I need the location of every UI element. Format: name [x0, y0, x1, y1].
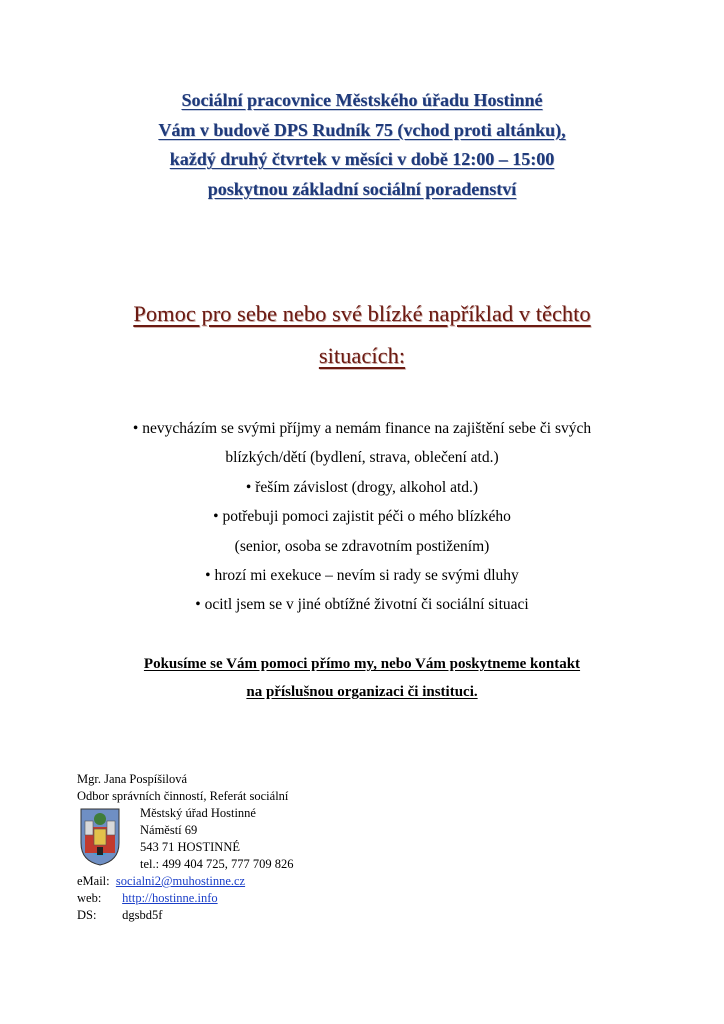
- header-line: Vám v budově DPS Rudník 75 (vchod proti altánku),: [158, 119, 566, 140]
- header-line: poskytnou základní sociální poradenství: [207, 178, 517, 199]
- header-line: Sociální pracovnice Městského úřadu Hostinné: [181, 90, 543, 110]
- email-link[interactable]: socialni2@muhostinne.cz: [115, 874, 246, 888]
- situation-line: • hrozí mi exekuce – nevím si rady se svými dluhy: [205, 567, 519, 585]
- header-line: každý druhý čtvrtek v měsíci v době 12:00 – 15:00: [169, 149, 555, 169]
- email-row: [77, 873, 497, 890]
- office-city: 543 71 HOSTINNÉ: [140, 840, 240, 854]
- web-row: [77, 890, 497, 907]
- office-name: Městský úřad Hostinné: [140, 806, 256, 820]
- ds-row: [77, 907, 497, 924]
- situation-line: • nevycházím se svými příjmy a nemám finance na zajištění sebe či svých: [132, 420, 592, 437]
- situation-line: (senior, osoba se zdravotním postižením): [234, 537, 490, 555]
- header-announcement: [0, 86, 724, 204]
- closing-line: Pokusíme se Vám pomoci přímo my, nebo Vám poskytneme kontakt: [143, 656, 581, 672]
- web-link[interactable]: http://hostinne.info: [122, 891, 218, 905]
- closing-line: na příslušnou organizaci či instituci.: [246, 684, 478, 700]
- situation-line: • řeším závislost (drogy, alkohol atd.): [245, 478, 479, 496]
- section-heading: [0, 293, 724, 377]
- heading-line: situacích:: [318, 343, 406, 368]
- ds-value: dgsbd5f: [122, 908, 163, 922]
- contact-block: [77, 771, 497, 924]
- web-label: web:: [77, 891, 102, 905]
- situation-line: • ocitl jsem se v jiné obtížné životní či sociální situaci: [195, 596, 529, 614]
- hostinne-crest-icon: [79, 807, 121, 867]
- office-phone: tel.: 499 404 725, 777 709 826: [140, 857, 294, 871]
- situation-line: • potřebuji pomoci zajistit péči o mého blízkého: [213, 508, 511, 526]
- email-label: eMail:: [77, 874, 110, 888]
- office-street: Náměstí 69: [140, 823, 198, 837]
- situation-line: blízkých/dětí (bydlení, strava, oblečení atd.): [225, 449, 499, 467]
- heading-line: Pomoc pro sebe nebo své blízké například v těchto: [133, 301, 591, 326]
- office-address: [77, 805, 497, 873]
- contact-name: Mgr. Jana Pospíšilová: [77, 772, 188, 786]
- contact-department: Odbor správních činností, Referát sociální: [77, 789, 289, 803]
- closing-statement: [0, 650, 724, 706]
- situations-list: [0, 414, 724, 620]
- ds-label: DS:: [77, 908, 97, 922]
